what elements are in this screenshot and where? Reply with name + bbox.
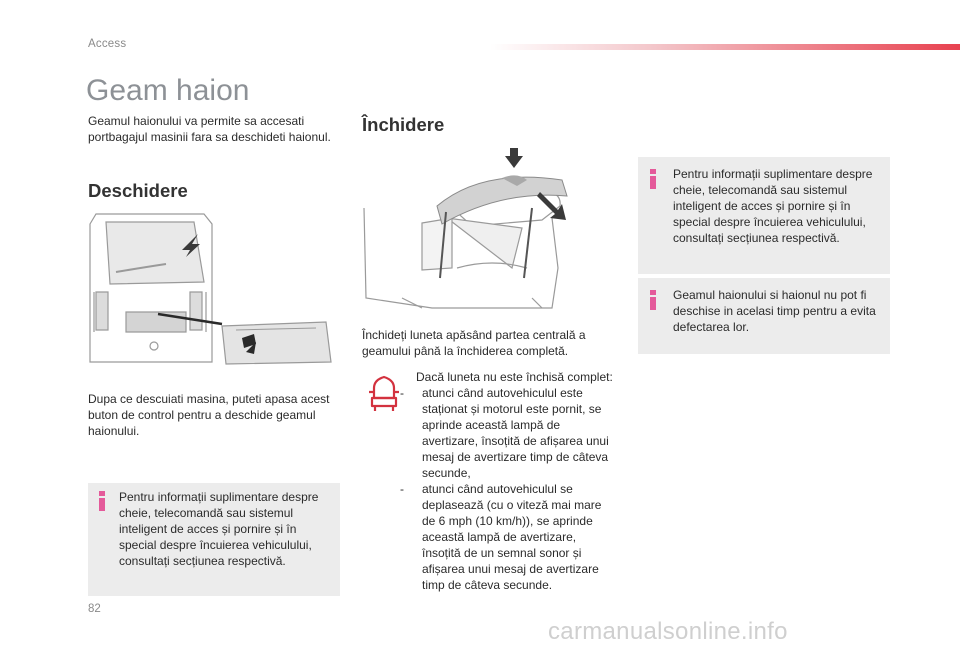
- info-icon: [650, 169, 656, 189]
- warning-intro: Dacă luneta nu este închisă complet:: [416, 370, 613, 384]
- sidebar-info-box-2: [638, 278, 890, 354]
- info-icon: [99, 491, 105, 511]
- warning-item: - atunci când autovehiculul se deplasează (cu o viteză mai mare de 6 mph (10 km/h)), se aprinde această lampă de avertizare, însoțită de un semnal sonor și afișarea unui mesaj de avertizare timp de câteva secunde.: [400, 481, 616, 593]
- opening-heading: Deschidere: [88, 180, 188, 201]
- warning-item-text: atunci când autovehiculul este staționat și motorul este pornit, se aprinde această lampă de avertizare, însoțită de afișarea unui mesaj de avertizare timp de câteva secunde,: [422, 386, 609, 480]
- warning-item-text: atunci când autovehiculul se deplasează (cu o viteză mai mare de 6 mph (10 km/h)), se aprinde această lampă de avertizare, însoțită de un semnal sonor și afișarea unui mesaj de avertizare timp de câteva secunde.: [422, 482, 602, 592]
- page-number: 82: [88, 603, 101, 615]
- warning-item: - atunci când autovehiculul este staționat și motorul este pornit, se aprinde această lampă de avertizare, însoțită de afișarea unui mesaj de avertizare timp de câteva secunde,: [400, 385, 616, 481]
- watermark: carmanualsonline.info: [548, 618, 788, 645]
- sidebar-info-text-2: Geamul haionului si haionul nu pot fi deschise in acelasi timp pentru a evita defectarea lor.: [673, 288, 876, 334]
- closing-text: Închideți luneta apăsând partea centrală a geamului până la închiderea completă.: [362, 328, 586, 358]
- header-accent-bar: [490, 44, 960, 50]
- sidebar-info-text-1: Pentru informații suplimentare despre cheie, telecomandă sau sistemul inteligent de acces și pornire și în special despre încuierea vehiculului, consultați secțiunea respectivă.: [673, 167, 873, 245]
- opening-info-text: Pentru informații suplimentare despre cheie, telecomandă sau sistemul inteligent de acces și pornire și în special despre încuierea vehiculului, consultați secțiunea respectivă.: [119, 490, 319, 568]
- sidebar-info-box-1: [638, 157, 890, 274]
- closing-heading: Închidere: [362, 114, 445, 135]
- opening-info-box: [88, 483, 340, 596]
- closing-warning: [400, 369, 616, 593]
- section-label: Access: [88, 38, 127, 50]
- intro-text: Geamul haionului va permite sa accesati portbagajul masinii fara sa deschideti haionul.: [88, 114, 331, 144]
- car-door-warning-icon: [366, 374, 402, 414]
- rear-window-close-illustration: [362, 148, 572, 316]
- opening-text: Dupa ce descuiati masina, puteti apasa acest buton de control pentru a deschide geamul haionului.: [88, 392, 330, 438]
- page-title: Geam haion: [86, 74, 250, 107]
- info-icon: [650, 290, 656, 310]
- rear-window-open-illustration: [86, 212, 341, 372]
